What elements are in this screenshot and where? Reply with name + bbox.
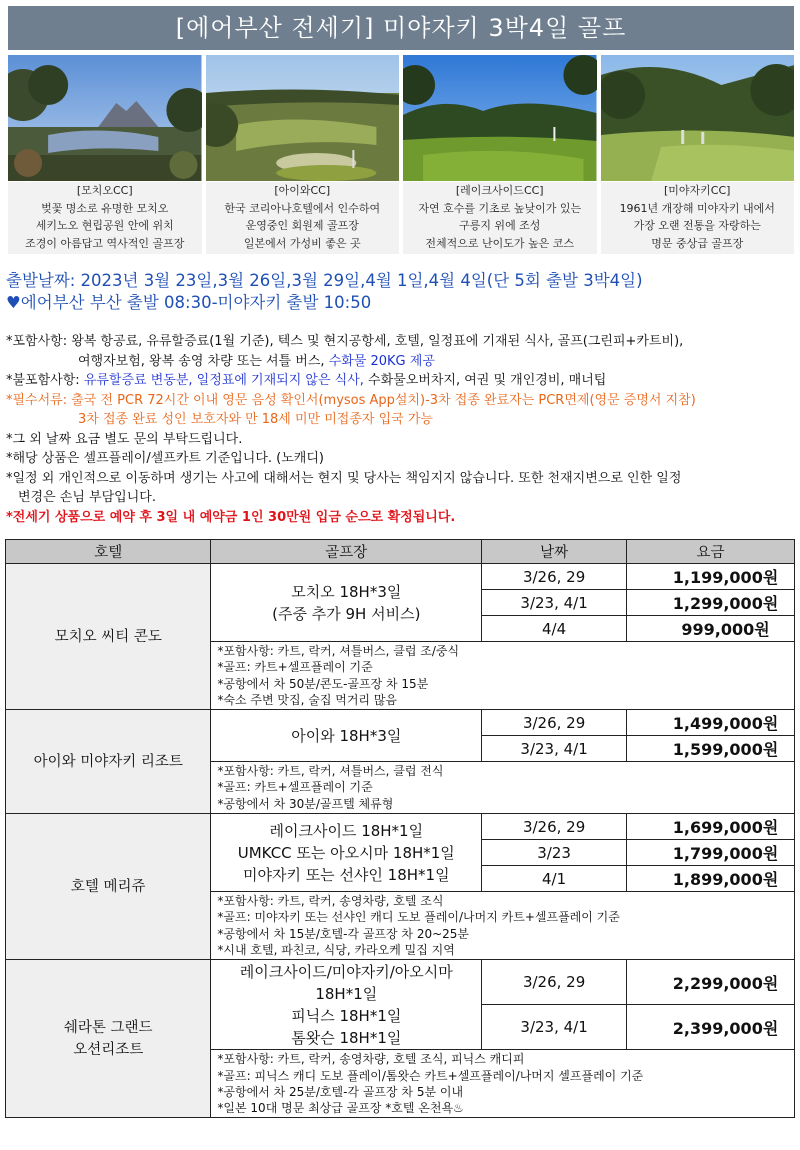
- photo-aiwa-cc: [206, 55, 400, 181]
- info-line: *일본 10대 명문 최상급 골프장 *호텔 온천욕♨: [217, 1101, 464, 1116]
- caption-aiwa-cc: [206, 182, 400, 254]
- price-cell: 2,399,000원: [627, 1005, 795, 1050]
- header-price: 요금: [627, 540, 795, 564]
- date-cell: 3/26, 29: [482, 814, 627, 840]
- price-cell: 1,899,000원: [627, 866, 795, 892]
- notes-section: [6, 332, 796, 527]
- caption-line: 한국 코리아나호텔에서 인수하여: [224, 201, 381, 215]
- info-line: *공항에서 차 50분/콘도-골프장 차 15분: [217, 676, 429, 691]
- page-title: [에어부산 전세기] 미야자키 3박4일 골프: [8, 6, 794, 50]
- course-line: 모치오 18H*3일: [291, 582, 402, 601]
- info-line: *골프: 카트+셀프플레이 기준: [217, 660, 373, 675]
- caption-line: 조경이 아름답고 역사적인 골프장: [25, 236, 185, 250]
- date-cell: 4/1: [482, 866, 627, 892]
- course-cell: [211, 960, 482, 1050]
- table-row: [6, 814, 795, 840]
- photo-captions: [8, 182, 794, 254]
- date-cell: 3/23, 4/1: [482, 1005, 627, 1050]
- caption-line: 벚꽃 명소로 유명한 모치오: [41, 201, 169, 215]
- liability-note-cont: 변경은 손님 부담입니다.: [18, 490, 156, 505]
- hotel-info-sheraton: [211, 1050, 795, 1118]
- caption-title: [미야자키CC]: [664, 184, 731, 197]
- liability-note: *일정 외 개인적으로 이동하며 생기는 사고에 대해서는 현지 및 당사는 책임지지 않습니다. 또한 천재지변으로 인한 일정: [6, 470, 682, 486]
- course-line: 레이크사이드/미야자키/아오시마: [239, 962, 453, 981]
- price-table: [5, 539, 795, 1118]
- course-line: 피닉스 18H*1일: [291, 1006, 402, 1025]
- flight-schedule: ♥에어부산 부산 출발 08:30-미야자키 출발 10:50: [6, 293, 372, 312]
- caption-mochio-cc: [8, 182, 202, 254]
- table-row: [6, 960, 795, 1005]
- price-cell: 999,000원: [627, 616, 795, 642]
- caption-line: 세키노오 현립공원 안에 위치: [35, 219, 174, 232]
- included-text: 왕복 항공료, 유류할증료(1월 기준), 텍스 및 현지공항세, 호텔, 일정표에 기재된 식사, 골프(그린피+카트비),: [71, 334, 684, 349]
- departure-info: [6, 270, 643, 314]
- date-cell: 3/26, 29: [482, 960, 627, 1005]
- info-line: *숙소 주변 맛집, 술집 먹거리 많음: [217, 692, 398, 707]
- hotel-info-merieges: [211, 892, 795, 960]
- date-cell: 3/26, 29: [482, 710, 627, 736]
- excluded-note: [6, 371, 796, 391]
- info-line: *포함사항: 카트, 락커, 송영차량, 호텔 조식, 피닉스 캐디피: [217, 1052, 525, 1067]
- hotel-info-aiwa: [211, 762, 795, 814]
- caption-line: 일본에서 가성비 좋은 곳: [243, 236, 361, 250]
- caption-line: 가장 오랜 전통을 자랑하는: [633, 219, 761, 232]
- hotel-name-aiwa: [6, 710, 211, 814]
- course-line: (주중 추가 9H 서비스): [272, 604, 421, 623]
- included-note: [6, 332, 796, 352]
- date-cell: 3/23, 4/1: [482, 590, 627, 616]
- info-line: *공항에서 차 30분/골프텔 체류형: [217, 796, 394, 811]
- info-line: *포함사항: 카트, 락커, 셔틀버스, 클럽 조/중식: [217, 644, 460, 658]
- header-hotel: 호텔: [6, 540, 211, 564]
- photo-lakeside-cc: [403, 55, 597, 181]
- included-label: *포함사항:: [6, 334, 72, 349]
- caption-line: 구릉지 위에 조성: [459, 219, 541, 232]
- date-cell: 3/23: [482, 840, 627, 866]
- caption-line: 자연 호수를 기초로 높낮이가 있는: [418, 201, 582, 215]
- other-dates-note: *그 외 날짜 요금 별도 문의 부탁드립니다.: [6, 431, 243, 447]
- departure-dates: 출발날짜: 2023년 3월 23일,3월 26일,3월 29일,4월 1일,4월 4일(단 5회 출발 3박4일): [6, 271, 643, 290]
- photo-strip: [8, 55, 794, 181]
- caption-lakeside-cc: [403, 182, 597, 254]
- price-cell: 1,799,000원: [627, 840, 795, 866]
- caption-line: 명문 중상급 골프장: [651, 236, 744, 250]
- date-cell: 4/4: [482, 616, 627, 642]
- price-cell: 1,499,000원: [627, 710, 795, 736]
- caption-line: 운영중인 회원제 골프장: [245, 219, 359, 232]
- price-cell: 1,599,000원: [627, 736, 795, 762]
- hotel-name-line: 오션리조트: [73, 1041, 144, 1058]
- table-header-row: [6, 540, 795, 564]
- info-line: *골프: 카트+셀프플레이 기준: [217, 780, 373, 795]
- info-line: *골프: 미야자키 또는 선샤인 캐디 도보 플레이/나머지 카트+셀프플레이 기준: [217, 910, 620, 925]
- course-line: 미야자키 또는 선샤인 18H*1일: [242, 865, 450, 884]
- hotel-name-mochio: [6, 564, 211, 710]
- hotel-name-line: 호텔 메리쥬: [70, 878, 146, 895]
- excluded-rest: 수화물오버차지, 여권 및 개인경비, 매너팁: [363, 373, 607, 388]
- table-row: [6, 564, 795, 590]
- info-line: *골프: 피닉스 캐디 도보 플레이/톰왓슨 카트+셀프플레이/나머지 셀프플레이 기준: [217, 1068, 644, 1083]
- caption-title: [아이와CC]: [274, 184, 331, 197]
- photo-miyazaki-cc: [601, 55, 795, 181]
- course-cell: [211, 814, 482, 892]
- course-line: 18H*1일: [315, 984, 378, 1003]
- header-date: 날짜: [482, 540, 627, 564]
- caption-miyazaki-cc: [601, 182, 795, 254]
- info-line: *공항에서 차 15분/호텔-각 골프장 차 20~25분: [217, 926, 470, 941]
- info-line: *시내 호텔, 파친코, 식당, 카라오케 밀집 지역: [217, 942, 455, 957]
- caption-title: [레이크사이드CC]: [455, 184, 544, 197]
- info-line: *포함사항: 카트, 락커, 송영차량, 호텔 조식: [217, 894, 444, 909]
- hotel-name-line: 아이와 미야자키 리조트: [33, 753, 183, 770]
- course-cell: [211, 710, 482, 762]
- excluded-label: *불포함사항:: [6, 373, 84, 388]
- caption-title: [모치오CC]: [76, 184, 133, 197]
- info-line: *공항에서 차 25분/호텔-각 골프장 차 5분 이내: [217, 1084, 464, 1099]
- required-docs-note: *필수서류: 출국 전 PCR 72시간 이내 영문 음성 확인서(mysos App설치)-3차 접종 완료자는 PCR면제(영문 증명서 지참): [6, 392, 696, 408]
- table-row: [6, 710, 795, 736]
- included-text2: 여행자보험, 왕복 송영 차량 또는 셔틀 버스,: [78, 353, 329, 369]
- course-line: UMKCC 또는 아오시마 18H*1일: [237, 843, 455, 862]
- required-docs-note-cont: 3차 접종 완료 성인 보호자와 만 18세 미만 미접종자 입국 가능: [78, 412, 433, 427]
- hotel-name-line: 쉐라톤 그랜드: [63, 1019, 153, 1036]
- date-cell: 3/23, 4/1: [482, 736, 627, 762]
- self-play-note: *해당 상품은 셀프플레이/셀프카트 기준입니다. (노캐디): [6, 451, 324, 466]
- price-cell: 1,199,000원: [627, 564, 795, 590]
- course-line: 톰왓슨 18H*1일: [291, 1028, 402, 1047]
- excluded-highlight: 유류할증료 변동분, 일정표에 기재되지 않은 식사,: [83, 373, 364, 388]
- hotel-info-mochio: [211, 642, 795, 710]
- caption-line: 전체적으로 난이도가 높은 코스: [425, 236, 575, 250]
- hotel-name-merieges: [6, 814, 211, 960]
- included-note-cont: [6, 352, 796, 372]
- course-cell: [211, 564, 482, 642]
- hotel-name-line: 모치오 씨티 콘도: [54, 628, 162, 645]
- deposit-note: *전세기 상품으로 예약 후 3일 내 예약금 1인 30만원 입금 순으로 확정됩니다.: [6, 509, 456, 525]
- price-cell: 1,299,000원: [627, 590, 795, 616]
- caption-line: 1961년 개장해 미야자키 내에서: [619, 201, 775, 215]
- date-cell: 3/26, 29: [482, 564, 627, 590]
- hotel-name-sheraton: [6, 960, 211, 1118]
- info-line: *포함사항: 카트, 락커, 셔틀버스, 클럽 전식: [217, 764, 444, 779]
- cargo-allowance: 수화물 20KG 제공: [328, 353, 435, 369]
- photo-mochio-cc: [8, 55, 202, 181]
- course-line: 아이와 18H*3일: [291, 726, 402, 745]
- course-line: 레이크사이드 18H*1일: [269, 821, 424, 840]
- header-course: 골프장: [211, 540, 482, 564]
- price-cell: 2,299,000원: [627, 960, 795, 1005]
- price-cell: 1,699,000원: [627, 814, 795, 840]
